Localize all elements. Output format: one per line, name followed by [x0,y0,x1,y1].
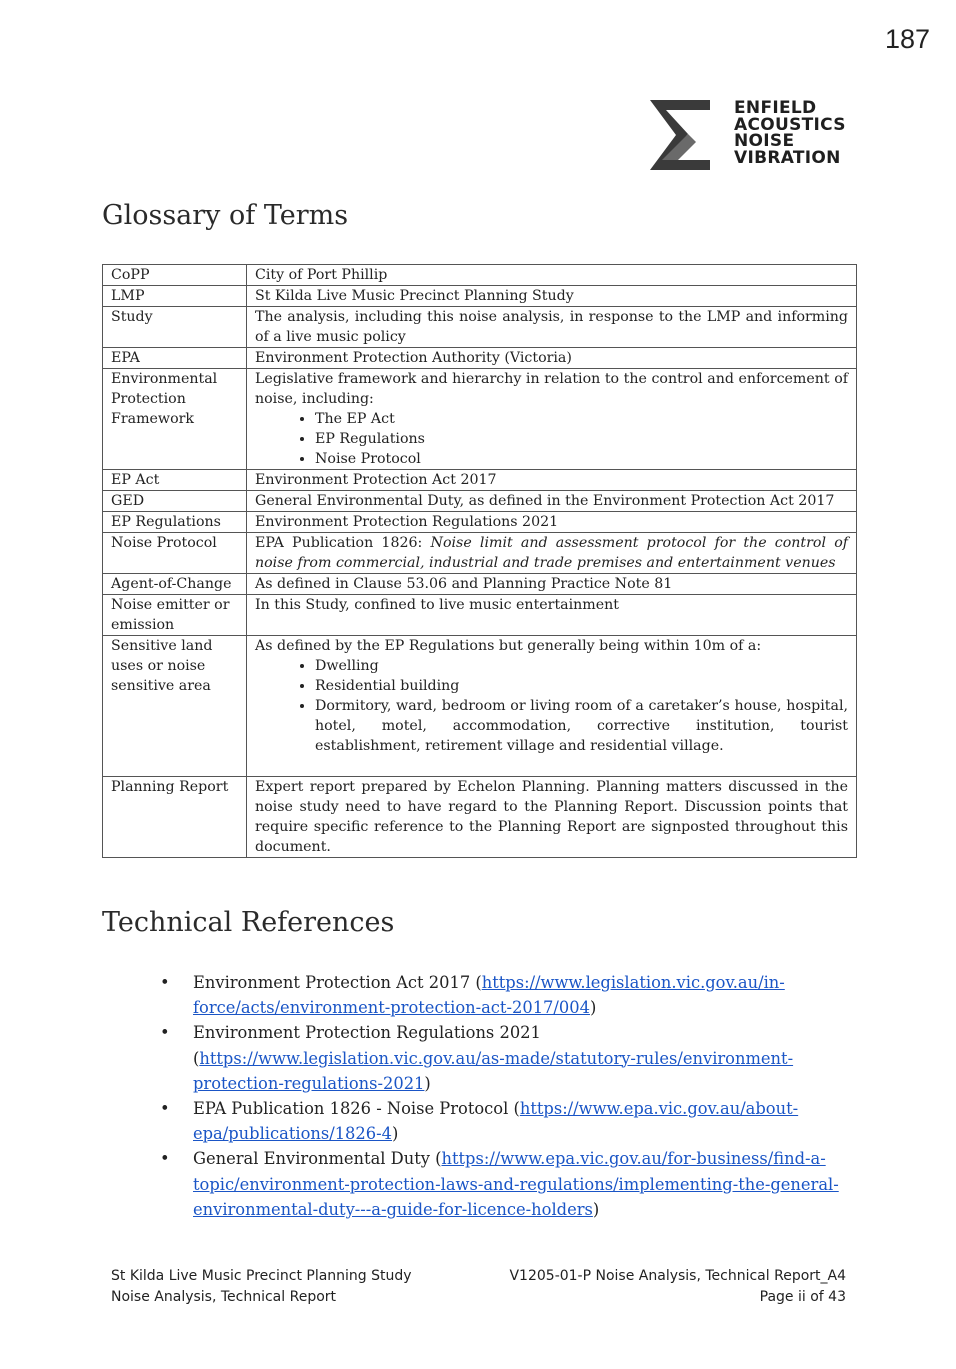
reference-link[interactable]: https://www.epa.vic.gov.au/for-business/find-a-topic/environment-protection-laws-and-regulations/implementing-the-general-environmental-duty---a-guide-for-licence-holders [193,1149,839,1219]
glossary-definition [247,470,857,491]
glossary-term: Sensitive land uses or noise sensitive area [103,636,247,777]
definition-bullet-list [255,656,848,756]
definition-text: In this Study, confined to live music entertainment [255,597,619,613]
glossary-term: GED [103,491,247,512]
glossary-row [103,348,857,369]
definition-text: Expert report prepared by Echelon Planning. Planning matters discussed in the noise study need to have regard to the Planning Report. Discussion points that require specific reference to the Planning Report are signposted throughout this document. [255,779,848,855]
reference-link[interactable]: https://www.legislation.vic.gov.au/as-made/statutory-rules/environment-protection-regulations-2021 [193,1048,794,1093]
glossary-definition [247,636,857,777]
glossary-definition [247,512,857,533]
logo-line: ACOUSTICS [734,114,846,135]
glossary-term: EPA [103,348,247,369]
glossary-row [103,265,857,286]
glossary-term: CoPP [103,265,247,286]
page-number: 187 [884,24,930,54]
glossary-row [103,307,857,348]
definition-text: EPA Publication 1826: [255,535,431,551]
glossary-definition [247,595,857,636]
reference-close-paren: ) [392,1124,399,1144]
glossary-definition [247,307,857,348]
definition-text: City of Port Phillip [255,267,388,283]
reference-link[interactable]: https://www.epa.vic.gov.au/about-epa/publications/1826-4 [193,1099,799,1144]
footer-document-id: V1205-01-P Noise Analysis, Technical Report_A4 [509,1268,846,1284]
definition-bullet-list [255,409,848,469]
glossary-term: Planning Report [103,777,247,858]
definition-text: As defined in Clause 53.06 and Planning Practice Note 81 [255,576,673,592]
reference-item [160,970,850,1020]
glossary-row [103,533,857,574]
definition-text: St Kilda Live Music Precinct Planning Study [255,288,574,304]
definition-bullet: • Dormitory, ward, bedroom or living room of a caretaker’s house, hospital, hotel, motel, accommodation, corrective institution, tourist establishment, retirement village and residential village. [315,696,848,756]
reference-item [160,1146,850,1222]
logo-line: ENFIELD [734,98,817,118]
footer-study-title: St Kilda Live Music Precinct Planning Study [111,1268,412,1284]
glossary-term: LMP [103,286,247,307]
glossary-definition [247,533,857,574]
footer-report-title: Noise Analysis, Technical Report [111,1289,337,1305]
glossary-term: EP Act [103,470,247,491]
glossary-row [103,491,857,512]
glossary-table [102,264,857,858]
references-heading: Technical References [102,907,395,938]
glossary-row [103,574,857,595]
logo-wordmark [734,100,846,166]
footer-left [111,1266,412,1308]
definition-bullet: • Noise Protocol [315,449,848,469]
reference-close-paren: ) [589,998,597,1018]
reference-link[interactable]: https://www.legislation.vic.gov.au/in-force/acts/environment-protection-act-2017/004 [193,973,785,1018]
glossary-row [103,595,857,636]
glossary-definition [247,369,857,470]
logo-line: VIBRATION [734,147,841,168]
glossary-definition [247,777,857,858]
glossary-row [103,512,857,533]
glossary-row [103,636,857,777]
company-logo [648,98,848,176]
definition-text: The analysis, including this noise analysis, in response to the LMP and informing of a live music policy [255,309,848,345]
glossary-row [103,369,857,470]
sigma-logo-icon [648,98,714,172]
reference-close-paren: ) [592,1199,600,1219]
reference-title: Environment Protection Regulations 2021 ( [193,1023,541,1068]
reference-title: General Environmental Duty ( [193,1149,442,1169]
glossary-definition [247,574,857,595]
reference-item [160,1020,850,1096]
glossary-term: Noise emitter or emission [103,595,247,636]
glossary-term: Agent-of-Change [103,574,247,595]
definition-italic-text: Noise limit and assessment protocol for the control of noise from commercial, industrial and trade premises and entertainment venues [255,535,848,571]
glossary-row [103,470,857,491]
definition-text: Environment Protection Regulations 2021 [255,514,559,530]
glossary-definition [247,265,857,286]
logo-line: NOISE [734,131,795,151]
glossary-term: Study [103,307,247,348]
glossary-definition [247,491,857,512]
glossary-heading: Glossary of Terms [102,200,349,231]
glossary-term: EP Regulations [103,512,247,533]
reference-title: EPA Publication 1826 - Noise Protocol ( [193,1099,520,1119]
definition-bullet: • Residential building [315,676,848,696]
glossary-definition [247,286,857,307]
reference-item [160,1096,850,1146]
footer-page-count: Page ii of 43 [759,1289,846,1305]
reference-close-paren: ) [424,1073,431,1093]
references-list [160,970,850,1222]
definition-text: Environment Protection Authority (Victoria) [255,350,572,366]
footer-right [509,1266,846,1308]
definition-text: Legislative framework and hierarchy in relation to the control and enforcement of noise, including: [255,371,848,407]
definition-text: General Environmental Duty, as defined in the Environment Protection Act 2017 [255,493,835,509]
glossary-definition [247,348,857,369]
definition-text: As defined by the EP Regulations but generally being within 10m of a: [255,638,762,654]
definition-bullet: • Dwelling [315,656,848,676]
glossary-row [103,777,857,858]
glossary-row [103,286,857,307]
definition-bullet: • The EP Act [315,409,848,429]
definition-text: Environment Protection Act 2017 [255,472,497,488]
glossary-term: Environmental Protection Framework [103,369,247,470]
glossary-term: Noise Protocol [103,533,247,574]
reference-title: Environment Protection Act 2017 ( [193,973,482,992]
definition-bullet: • EP Regulations [315,429,848,449]
